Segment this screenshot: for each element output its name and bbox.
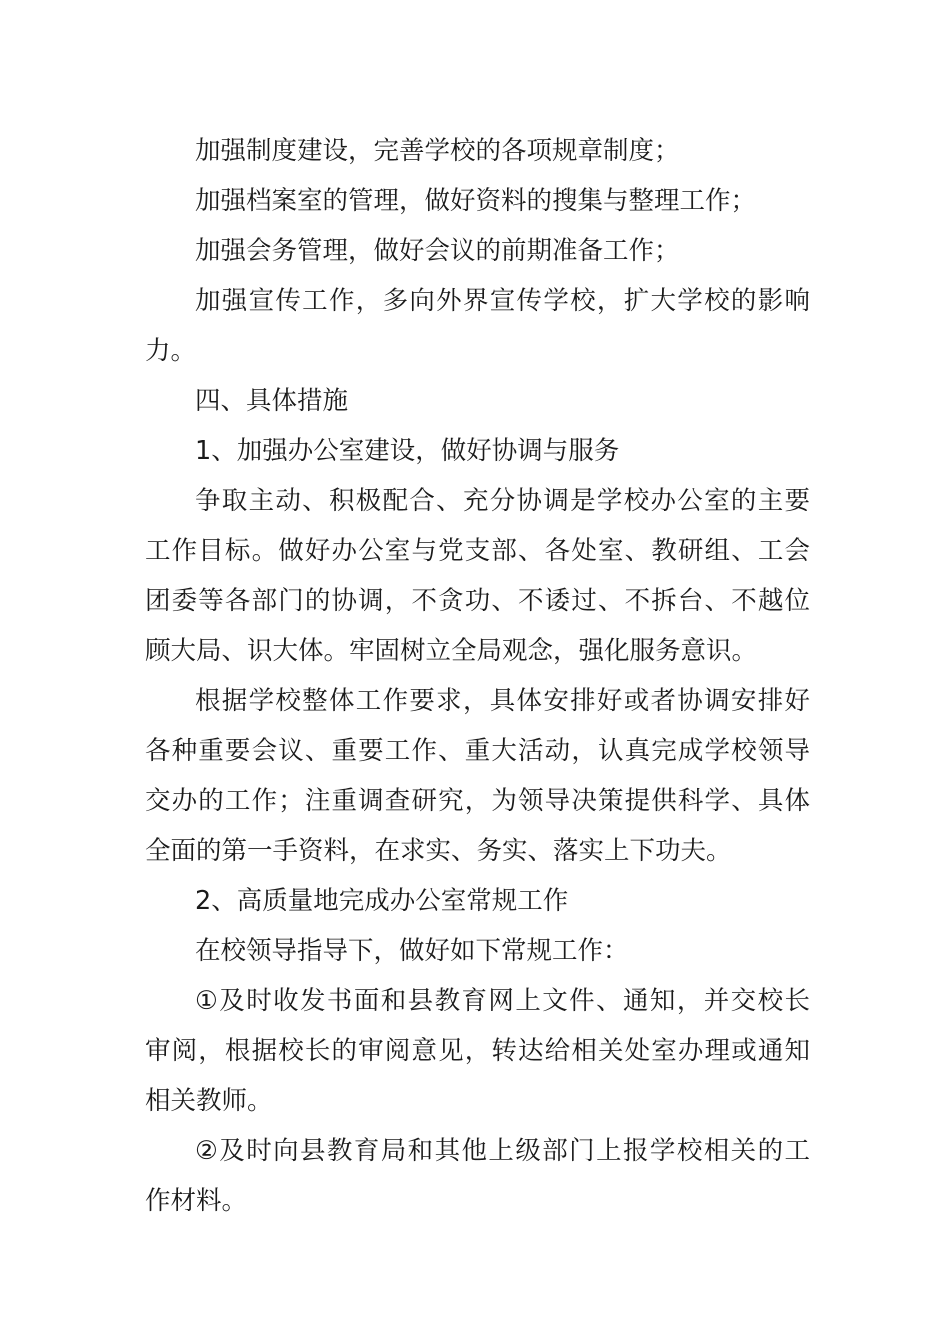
text-line: 相关教师。 (145, 1086, 273, 1116)
text-line: ①及时收发书面和县教育网上文件、通知，并交校长 (195, 986, 810, 1016)
subsection-heading: 2、高质量地完成办公室常规工作 (195, 886, 569, 916)
text-line: 全面的第一手资料，在求实、务实、落实上下功夫。 (145, 836, 732, 866)
text-line: 加强会务管理，做好会议的前期准备工作； (195, 236, 680, 266)
text-line: 加强宣传工作，多向外界宣传学校，扩大学校的影响 (195, 286, 810, 316)
text-line: ②及时向县教育局和其他上级部门上报学校相关的工 (195, 1136, 810, 1166)
subsection-heading: 1、加强办公室建设，做好协调与服务 (195, 436, 620, 466)
section-heading: 四、具体措施 (195, 386, 349, 416)
text-line: 作材料。 (145, 1186, 248, 1216)
text-line: 顾大局、识大体。牢固树立全局观念，强化服务意识。 (145, 636, 758, 666)
text-line: 加强档案室的管理，做好资料的搜集与整理工作； (195, 186, 757, 216)
text-line: 团委等各部门的协调，不贪功、不诿过、不拆台、不越位 (145, 586, 810, 616)
text-line: 各种重要会议、重要工作、重大活动，认真完成学校领导 (145, 736, 810, 766)
text-line: 力。 (145, 336, 197, 366)
text-line: 根据学校整体工作要求，具体安排好或者协调安排好 (195, 686, 810, 716)
text-line: 加强制度建设，完善学校的各项规章制度； (195, 136, 680, 166)
text-line: 审阅，根据校长的审阅意见，转达给相关处室办理或通知 (145, 1036, 810, 1066)
text-line: 交办的工作；注重调查研究，为领导决策提供科学、具体 (145, 786, 810, 816)
text-line: 争取主动、积极配合、充分协调是学校办公室的主要 (195, 486, 810, 516)
text-line: 在校领导指导下，做好如下常规工作： (195, 936, 629, 966)
text-line: 工作目标。做好办公室与党支部、各处室、教研组、工会 (145, 536, 810, 566)
